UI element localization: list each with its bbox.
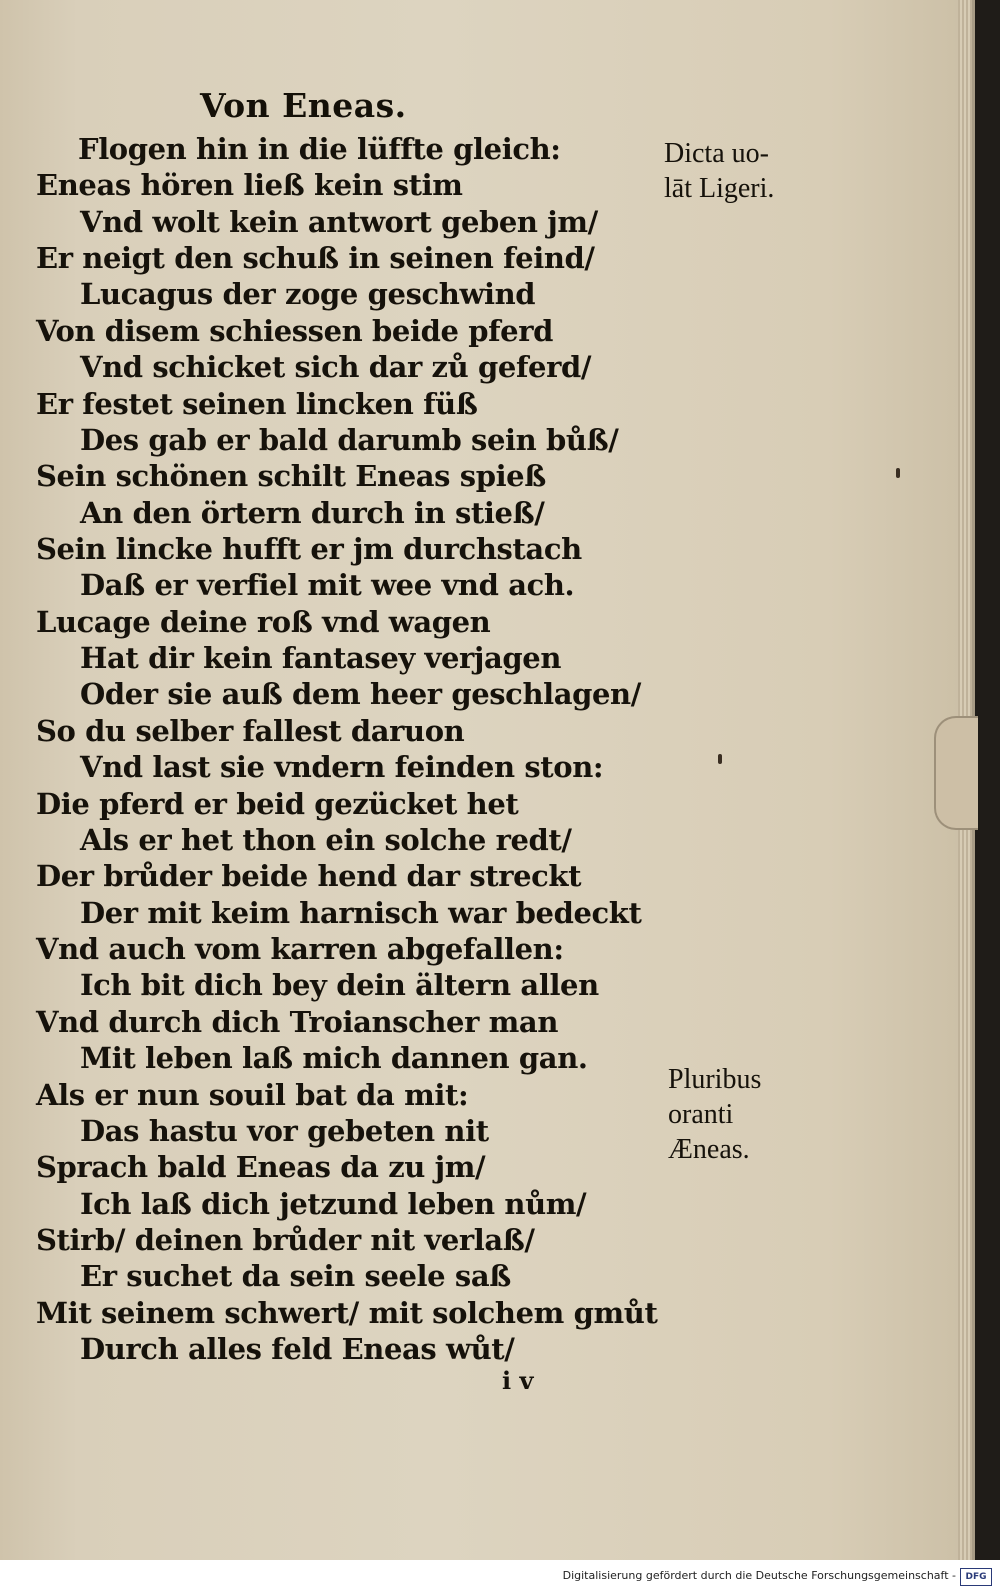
verse-line: Sein lincke hufft er jm durchstach xyxy=(36,532,582,566)
dfg-logo: DFG xyxy=(960,1568,992,1586)
verse-line: Flogen hin in die lüffte gleich: xyxy=(78,132,561,166)
verse-line: Daß er verfiel mit wee vnd ach. xyxy=(80,568,575,602)
marginal-note-line: oranti xyxy=(668,1099,734,1130)
verse-line: Der brůder beide hend dar streckt xyxy=(36,859,582,893)
marginal-note-1 xyxy=(664,136,774,206)
verse-line: Vnd last sie vndern feinden ston: xyxy=(80,750,604,784)
verse-line: Sein schönen schilt Eneas spieß xyxy=(36,459,546,493)
verse-line: Als er nun souil bat da mit: xyxy=(36,1078,469,1112)
funding-credit: Digitalisierung gefördert durch die Deutsche Forschungsgemeinschaft - xyxy=(562,1569,956,1582)
marginal-note-2 xyxy=(668,1062,761,1167)
marginal-note-line: lāt Ligeri. xyxy=(664,173,775,204)
verse-line: Oder sie auß dem heer geschlagen/ xyxy=(80,677,641,711)
verse-line: Vnd durch dich Troianscher man xyxy=(36,1005,559,1039)
verse-line: Sprach bald Eneas da zu jm/ xyxy=(36,1150,486,1184)
verse-line: So du selber fallest daruon xyxy=(36,714,465,748)
verse-line: Die pferd er beid gezücket het xyxy=(36,787,519,821)
ink-speck xyxy=(896,468,900,478)
marginal-note-line: Æneas. xyxy=(668,1134,750,1165)
verse-line: Von disem schiessen beide pferd xyxy=(36,314,553,348)
verse-line: Des gab er bald darumb sein bůß/ xyxy=(80,423,619,457)
verse-line: An den örtern durch in stieß/ xyxy=(80,496,545,530)
verse-line: Er suchet da sein seele saß xyxy=(80,1259,511,1293)
marginal-note-line: Dicta uo- xyxy=(664,138,769,169)
verse-line: Ich laß dich jetzund leben nům/ xyxy=(80,1187,587,1221)
verse-line: Mit leben laß mich dannen gan. xyxy=(80,1041,588,1075)
running-title: Von Eneas. xyxy=(200,86,407,125)
verse-line: Vnd wolt kein antwort geben jm/ xyxy=(80,205,598,239)
verse-line: Das hastu vor gebeten nit xyxy=(80,1114,489,1148)
verse-line: Mit seinem schwert/ mit solchem gmůt xyxy=(36,1296,658,1330)
verse-line: Hat dir kein fantasey verjagen xyxy=(80,641,562,675)
verse-line: Stirb/ deinen brůder nit verlaß/ xyxy=(36,1223,535,1257)
ink-speck xyxy=(718,754,722,764)
verse-line: Lucage deine roß vnd wagen xyxy=(36,605,491,639)
verse-line: Eneas hören ließ kein stim xyxy=(36,168,463,202)
verse-line: Als er het thon ein solche redt/ xyxy=(80,823,572,857)
signature-mark: i v xyxy=(502,1366,534,1395)
page-tab-marker xyxy=(934,716,978,830)
verse-line: Er neigt den schuß in seinen feind/ xyxy=(36,241,595,275)
verse-line: Lucagus der zoge geschwind xyxy=(80,277,536,311)
marginal-note-line: Pluribus xyxy=(668,1064,762,1095)
footer-bar xyxy=(0,1560,1000,1594)
verse-line: Ich bit dich bey dein ältern allen xyxy=(80,968,599,1002)
verse-line: Der mit keim harnisch war bedeckt xyxy=(80,896,642,930)
verse-line: Er festet seinen lincken füß xyxy=(36,387,478,421)
verse-line: Durch alles feld Eneas wůt/ xyxy=(80,1332,515,1366)
verse-line: Vnd schicket sich dar zů geferd/ xyxy=(80,350,592,384)
verse-line: Vnd auch vom karren abgefallen: xyxy=(36,932,564,966)
